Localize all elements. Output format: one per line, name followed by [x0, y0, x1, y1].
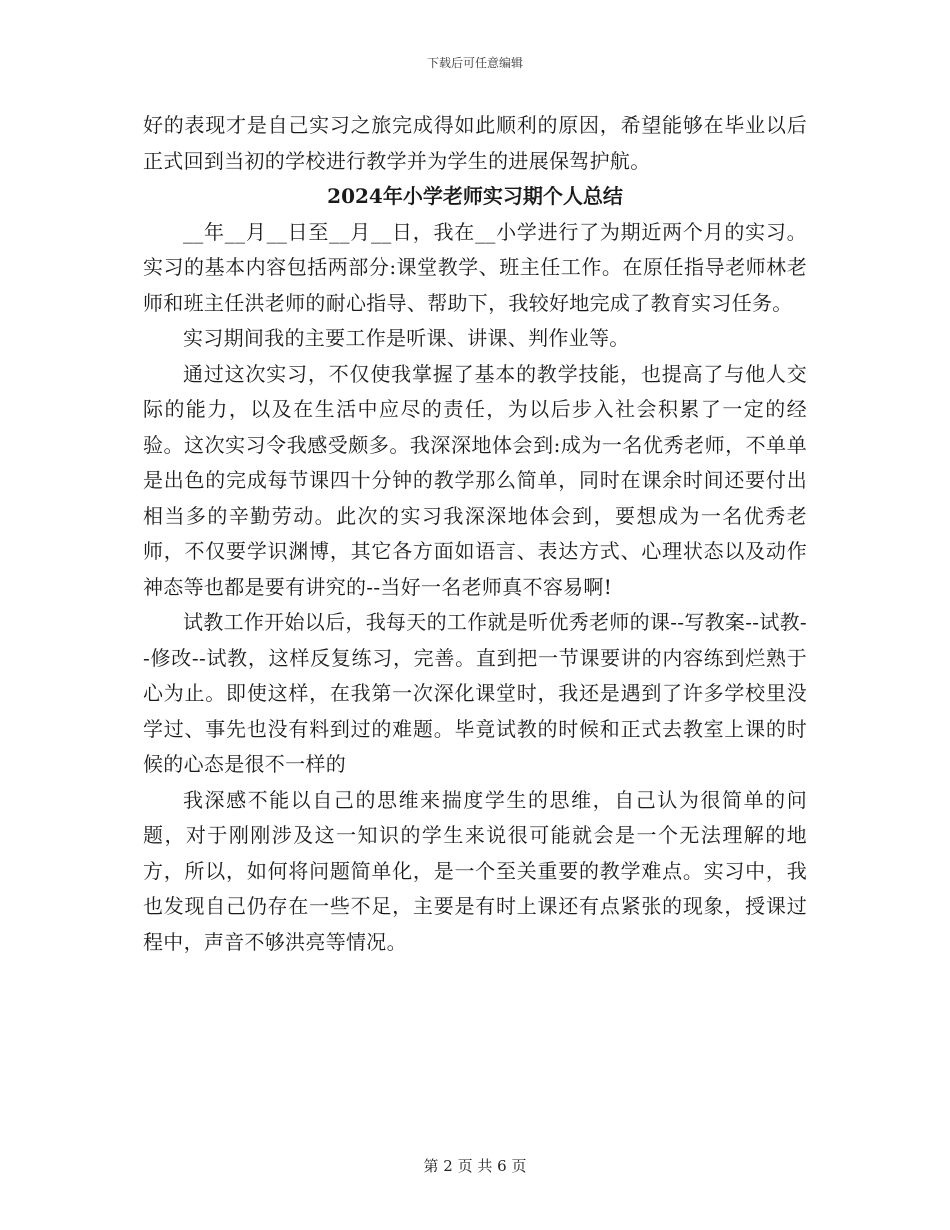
- paragraph-1: __年__月__日至__月__日，我在__小学进行了为期近两个月的实习。实习的基本内容包括两部分:课堂教学、班主任工作。在原任指导老师林老师和班主任洪老师的耐心指导、帮助下，我较好地完成了教育实习任务。: [143, 219, 807, 315]
- document-body: [143, 108, 807, 960]
- document-title: 2024年小学老师实习期个人总结: [327, 184, 623, 208]
- page-header: 下载后可任意编辑: [426, 56, 523, 70]
- page-footer: 第 2 页 共 6 页: [423, 1157, 527, 1175]
- paragraph-4: 试教工作开始以后，我每天的工作就是听优秀老师的课--写教案--试教--修改--试教，这样反复练习，完善。直到把一节课要讲的内容练到烂熟于心为止。即使这样，在我第一次深化课堂时，我还是遇到了许多学校里没学过、事先也没有料到过的难题。毕竟试教的时候和正式去教室上课的时候的心态是很不一样的: [143, 610, 807, 776]
- intro-paragraph: 好的表现才是自己实习之旅完成得如此顺利的原因，希望能够在毕业以后正式回到当初的学校进行教学并为学生的进展保驾护航。: [143, 113, 807, 173]
- paragraph-3: 通过这次实习，不仅使我掌握了基本的教学技能，也提高了与他人交际的能力，以及在生活中应尽的责任，为以后步入社会积累了一定的经验。这次实习令我感受颇多。我深深地体会到:成为一名优秀老师，不单单是出色的完成每节课四十分钟的教学那么简单，同时在课余时间还要付出相当多的辛勤劳动。此次的实习我深深地体会到，要想成为一名优秀老师，不仅要学识渊博，其它各方面如语言、表达方式、心理状态以及动作神态等也都是要有讲究的--当好一名老师真不容易啊!: [143, 361, 807, 599]
- paragraph-5: 我深感不能以自己的思维来揣度学生的思维，自己认为很简单的问题，对于刚刚涉及这一知识的学生来说很可能就会是一个无法理解的地方，所以，如何将问题简单化，是一个至关重要的教学难点。实习中，我也发现自己仍存在一些不足，主要是有时上课还有点紧张的现象，授课过程中，声音不够洪亮等情况。: [143, 787, 807, 954]
- paragraph-2: 实习期间我的主要工作是听课、讲课、判作业等。: [183, 326, 630, 350]
